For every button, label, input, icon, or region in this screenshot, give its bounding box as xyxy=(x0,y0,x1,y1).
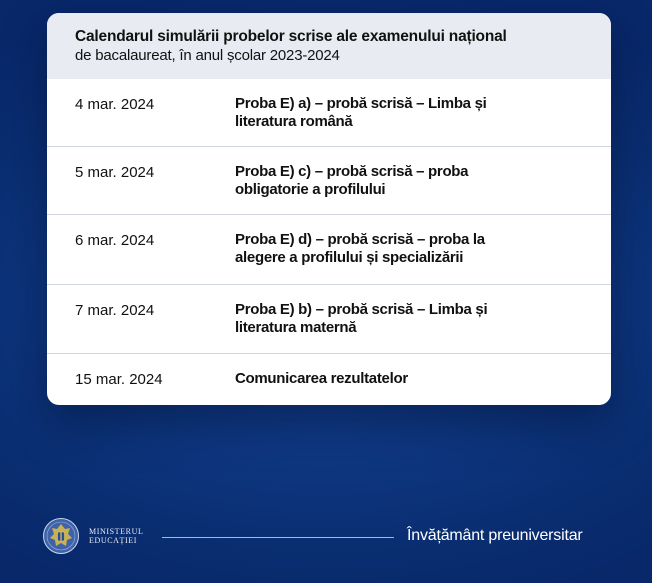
card-title: Calendarul simulării probelor scrise ale examenului național xyxy=(75,28,507,45)
footer xyxy=(0,515,652,565)
table-row xyxy=(47,79,611,147)
row-date: 4 mar. 2024 xyxy=(75,96,155,113)
ministry-name xyxy=(89,527,143,545)
row-date: 7 mar. 2024 xyxy=(75,302,155,319)
row-description xyxy=(235,95,575,131)
row-description-line: Proba E) c) – probă scrisă – proba xyxy=(235,163,469,180)
row-description xyxy=(235,301,575,337)
table-row xyxy=(47,147,611,215)
row-description-line: Proba E) b) – probă scrisă – Limba și xyxy=(235,301,488,318)
romania-coat-of-arms-icon xyxy=(42,517,80,555)
row-description-line: alegere a profilului și specializării xyxy=(235,249,464,266)
footer-divider xyxy=(162,537,394,538)
ministry-name-line: MINISTERUL xyxy=(89,527,144,536)
row-description-line: literatura maternă xyxy=(235,319,357,336)
row-description-line: Comunicarea rezultatelor xyxy=(235,370,408,387)
row-description xyxy=(235,370,575,388)
row-description-line: Proba E) d) – probă scrisă – proba la xyxy=(235,231,485,248)
row-date: 5 mar. 2024 xyxy=(75,164,155,181)
card-header xyxy=(47,13,611,79)
row-date: 6 mar. 2024 xyxy=(75,232,155,249)
row-description-line: literatura română xyxy=(235,113,353,130)
card-subtitle: de bacalaureat, în anul școlar 2023-2024 xyxy=(75,47,340,64)
ministry-name-line: EDUCAȚIEI xyxy=(89,536,138,545)
table-row xyxy=(47,285,611,354)
row-date: 15 mar. 2024 xyxy=(75,371,163,388)
calendar-card xyxy=(47,13,611,405)
table-row xyxy=(47,215,611,285)
row-description xyxy=(235,231,575,267)
row-description-line: obligatorie a profilului xyxy=(235,181,386,198)
table-row xyxy=(47,354,611,405)
row-description xyxy=(235,163,575,199)
row-description-line: Proba E) a) – probă scrisă – Limba și xyxy=(235,95,487,112)
footer-tagline: Învățământ preuniversitar xyxy=(407,527,583,544)
